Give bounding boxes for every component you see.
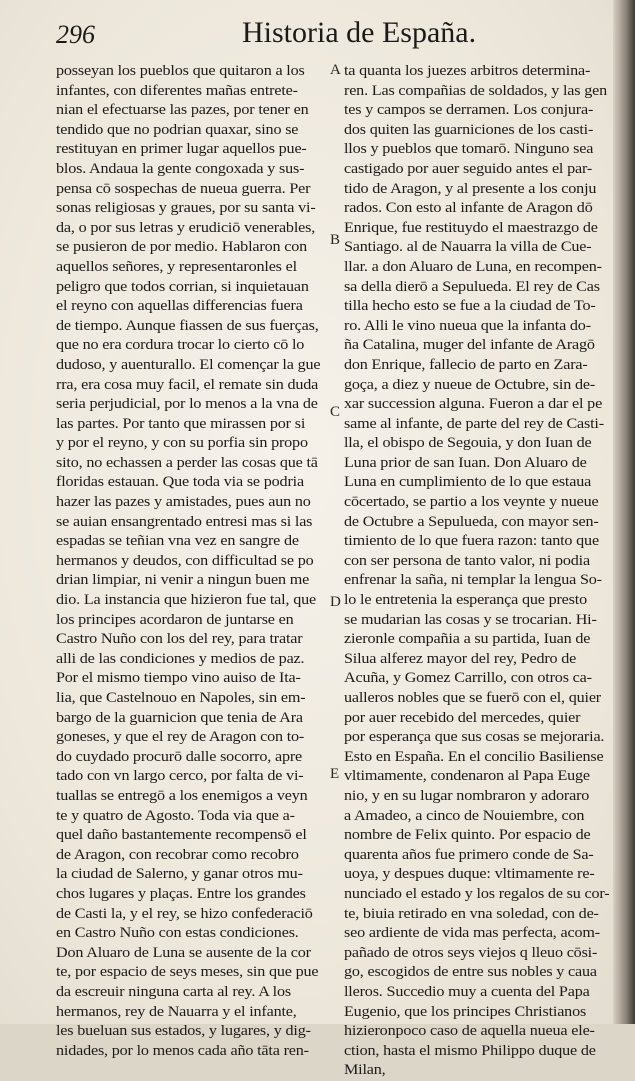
text-line: quarenta años fue primero conde de Sa- [344,846,594,863]
text-line: ro. Alli le vino nueua que la infanta do- [344,317,591,334]
text-line: tilla hecho esto se fue a la ciudad de To- [344,298,596,315]
text-line: la ciudad de Salerno, y ganar otros mu- [56,866,303,883]
margin-letter: C [330,404,341,420]
text-line: Milan, [344,1062,386,1079]
page-number: 296 [56,20,95,49]
text-line: lleros. Succedio muy a cuenta del Papa [344,983,590,1000]
text-line: ren. Las compañias de soldados, y las gen [344,82,608,99]
text-line: Castro Nuño con los del rey, para tratar [56,631,303,648]
text-line: rra, era cosa muy facil, el remate sin duda [56,376,319,393]
text-line: ualleros nobles que se fuerō con el, quier [344,690,602,706]
text-line: nidades, por lo menos cada año tāta ren- [56,1042,309,1059]
left-column [56,62,328,1061]
text-line: con ser persona de tanto valor, ni podia [344,552,590,569]
margin-letter: B [330,232,341,248]
text-line: hazer las pazes y amistades, pues aun no [56,494,311,511]
text-line: Acuña, y Gomez Carrillo, con otros ca- [344,670,592,687]
text-line: Por el mismo tiempo vino auiso de Ita- [56,670,301,687]
text-line: bargo de la guarnicion que tenia de Ara [56,709,303,726]
text-line: hizieronpoco caso de aquella nueua ele- [344,1023,595,1040]
text-line: el reyno con aquellas differencias fuera [56,298,303,315]
text-line: dudoso, y auenturallo. El començar la gue [56,356,321,373]
text-line: go, escogidos de entre sus nobles y caua [344,964,597,981]
running-title: Historia de España. [242,16,477,49]
text-line: pañado de otros seys viejos q lleuo cōsi- [344,944,598,961]
text-line: lia, que Castelnouo en Napoles, sin em- [56,690,306,706]
text-line: goneses, y que el rey de Aragon con to- [56,729,305,746]
text-line: por auer recebido del mercedes, quier [344,709,581,726]
text-line: lo le entretenia la esperança que presto [344,592,587,609]
text-line: nombre de Felix quinto. Por espacio de [344,827,591,844]
text-line: hermanos, rey de Nauarra y el infante, [56,1003,297,1020]
text-line: sito, no echassen a perder las cosas que tā [56,454,318,471]
text-line: se pusieron de por medio. Hablaron con [56,239,307,256]
text-line: dos quiten las guarniciones de los casti- [344,121,594,138]
text-line: peligro que todos corrian, si inquietauan [56,278,309,295]
text-line: quel daño bastantemente recompensō el [56,827,307,844]
text-line: tendido que no podrian quaxar, sino se [56,121,299,138]
text-line: cōcertado, se partio a los veynte y nueue [344,494,599,511]
text-line: se mudarian las cosas y se trocarian. Hi- [344,611,597,628]
text-line: infantes, con diferentes mañas entrete- [56,82,298,99]
text-line: alli de las condiciones y medios de paz. [56,650,305,667]
text-line: lla, el obispo de Segouia, y don Iuan de [344,435,592,452]
text-line: te, por espacio de seys meses, sin que pue [56,964,319,981]
text-line: ta quanta los juezes arbitros determina- [344,63,591,79]
text-line: aquellos señores, y representaronles el [56,258,297,275]
text-line: tado con vn largo cerco, por falta de vi- [56,768,304,785]
text-line: nunciado el estado y los regalos de su cor- [344,885,610,902]
text-line: floridas estauan. Que toda via se podria [56,474,304,491]
text-line: posseyan los pueblos que quitaron a los [56,63,305,79]
text-line: de tiempo. Aunque fiassen de sus fuerças, [56,317,319,334]
text-line: Luna en cumplimiento de lo que estaua [344,474,592,491]
text-line: goça, a diez y nueue de Octubre, sin de- [344,376,596,393]
text-line: chos lugares y plaças. Entre los grandes [56,885,306,902]
text-line: Eugenio, que los principes Christianos [344,1003,587,1020]
text-line: en Castro Nuño con estas condiciones. [56,925,299,942]
text-line: Silua alferez mayor del rey, Pedro de [344,650,577,667]
margin-letter: A [330,62,341,78]
text-line: de Octubre a Sepulueda, con mayor sen- [344,513,599,530]
text-line: Luna prior de san Iuan. Don Aluaro de [344,454,587,471]
text-line: por esperança que sus cosas se mejoraria. [344,729,605,746]
text-line: tes y campos se derramen. Los conjura- [344,102,594,119]
text-line: de Casti la, y el rey, se hizo confederaciō [56,905,313,922]
text-line: blos. Andaua la gente congoxada y sus- [56,160,305,177]
text-line: llos y pueblos que tomarō. Ninguno sea [344,141,594,158]
text-line: dio. La instancia que hizieron fue tal, que [56,592,316,609]
text-line: se auian ensangrentado entresi mas si las [56,513,313,530]
margin-letter: E [330,766,340,782]
text-line: do cuydado procurō dalle socorro, apre [56,748,303,765]
right-column [344,62,610,1081]
text-line: llar. a don Aluaro de Luna, en recompen- [344,258,602,275]
text-line: seria perjudicial, por lo menos a la vna de [56,396,318,413]
text-line: sonas religiosas y graues, por su santa vi- [56,200,316,217]
text-line: Enrique, fue restituydo el maestrazgo de [344,219,598,236]
text-line: same al infante, de parte del rey de Casti- [344,415,604,432]
text-line: nian el efectuarse las pazes, por tener en [56,102,309,119]
text-line: don Enrique, fallecio de parto en Zara- [344,356,588,373]
text-line: ña Catalina, muger del infante de Aragō [344,337,595,354]
text-line: tuallas se entregō a los enemigos a veyn [56,787,308,804]
text-line: drian limpiar, ni venir a ningun buen me [56,572,310,589]
text-line: da, o por sus letras y erudiciō venerables, [56,219,316,236]
text-line: te y quatro de Agosto. Toda via que a- [56,807,295,824]
text-line: uoya, y despues duque: vltimamente re- [344,866,595,883]
text-line: sa della dierō a Sepulueda. El rey de Cas [344,278,600,295]
text-line: nio, y en su lugar nombraron y adoraro [344,787,590,804]
text-line: ction, hasta el mismo Philippo duque de [344,1042,596,1059]
text-line: seo ardiente de vida mas perfecta, acom- [344,925,600,942]
text-line: y por el reyno, y con su porfia sin propo [56,435,308,452]
text-line: Esto en España. En el concilio Basiliense [344,748,604,765]
text-line: castigado por auer seguido antes el par- [344,160,593,177]
text-line: rados. Con esto al infante de Aragon dō [344,200,593,217]
text-line: da escreuir ninguna carta al rey. A los [56,983,291,1000]
text-line: tido de Aragon, y al presente a los conju [344,180,597,197]
text-line: les bueluan sus estados, y lugares, y dig- [56,1023,311,1040]
text-line: espadas se teñian vna vez en sangre de [56,533,299,550]
text-line: xar succession alguna. Fueron a dar el pe [344,396,603,413]
text-line: zieronle compañia a su partida, Iuan de [344,631,591,648]
text-line: te, biuia retirado en vna soledad, con de- [344,905,599,922]
text-line: que no era cordura trocar lo cierto cō lo [56,337,305,354]
text-line: las partes. Por tanto que mirassen por si [56,415,306,432]
text-line: enfrenar la saña, ni templar la lengua So- [344,572,602,589]
text-line: restituyan en primer lugar aquellos pue- [56,141,307,158]
text-line: los principes acordaron de juntarse en [56,611,294,628]
text-line: de Aragon, con recobrar como recobro [56,846,299,863]
text-line: a Amadeo, a cinco de Nouiembre, con [344,807,585,824]
text-line: Santiago. al de Nauarra la villa de Cue- [344,239,592,256]
text-line: pensa cō sospechas de nueua guerra. Per [56,180,311,197]
text-line: vltimamente, condenaron al Papa Euge [344,768,590,785]
text-line: Don Aluaro de Luna se ausente de la cor [56,944,311,961]
text-line: hermanos y deudos, con difficultad se po [56,552,314,569]
page-binding-edge [613,0,635,1024]
margin-letter: D [330,594,341,610]
text-line: timiento de lo que fuera razon: tanto que [344,533,599,550]
